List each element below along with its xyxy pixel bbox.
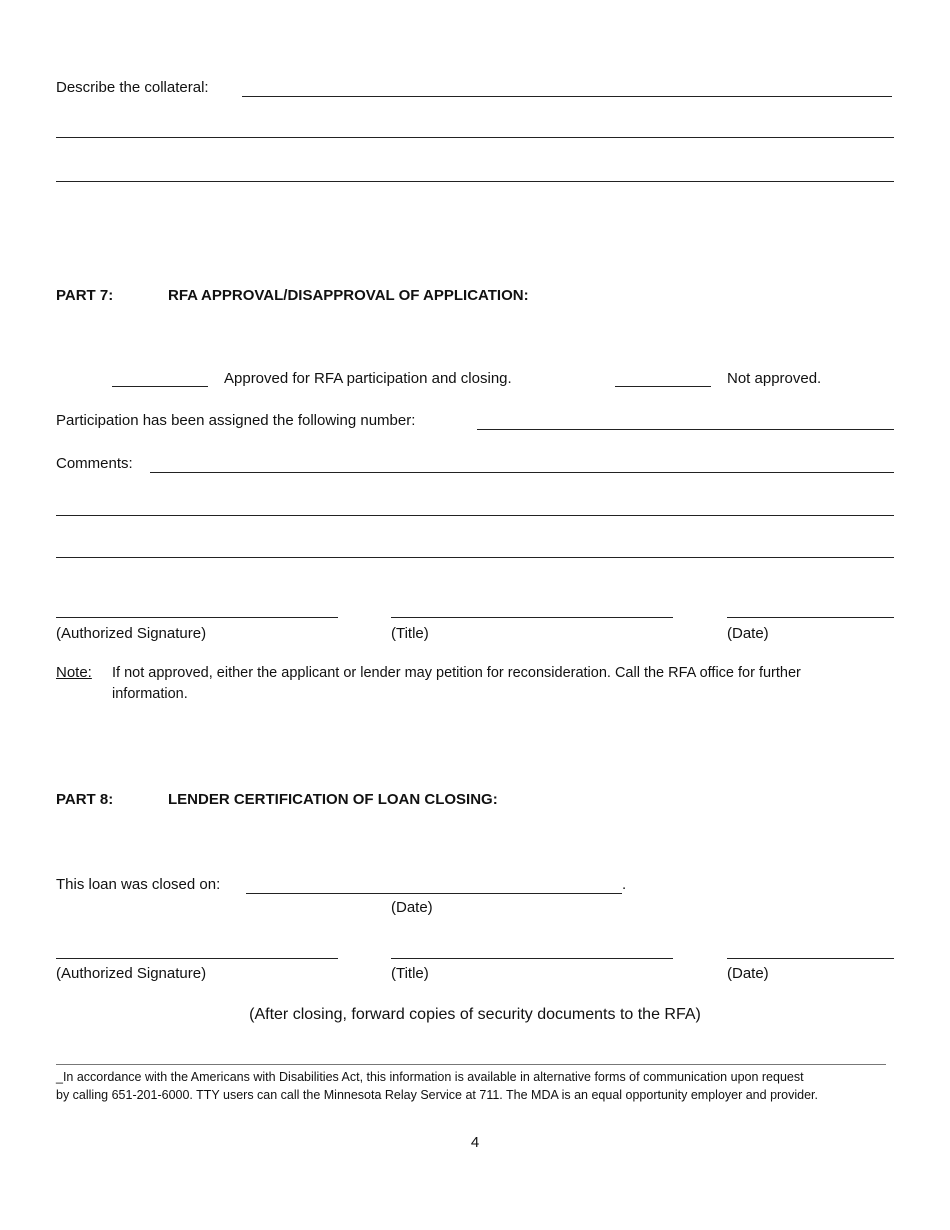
part7-title-line[interactable] bbox=[391, 617, 673, 618]
not-approved-checkline[interactable] bbox=[615, 386, 711, 387]
closed-date-period: . bbox=[622, 876, 627, 893]
closed-on-label: This loan was closed on: bbox=[56, 876, 221, 893]
collateral-line-3[interactable] bbox=[56, 181, 894, 182]
closed-date-caption: (Date) bbox=[391, 899, 433, 916]
not-approved-label: Not approved. bbox=[727, 370, 822, 387]
collateral-line-2[interactable] bbox=[56, 137, 894, 138]
closed-date-line[interactable] bbox=[246, 893, 622, 894]
participation-label: Participation has been assigned the following number: bbox=[56, 412, 416, 429]
collateral-label: Describe the collateral: bbox=[56, 79, 209, 96]
approved-label: Approved for RFA participation and closing. bbox=[224, 370, 512, 387]
footer-ada-line-1: _In accordance with the Americans with Disabilities Act, this information is available in alternative forms of communication upon request bbox=[56, 1070, 804, 1084]
part7-number: PART 7: bbox=[56, 287, 114, 304]
part8-title-label: (Title) bbox=[391, 965, 429, 982]
comments-line-2[interactable] bbox=[56, 515, 894, 516]
note-label: Note: bbox=[56, 664, 92, 681]
after-closing-instruction: (After closing, forward copies of security documents to the RFA) bbox=[249, 1006, 701, 1023]
participation-number-line[interactable] bbox=[477, 429, 894, 430]
comments-line-1[interactable] bbox=[150, 472, 894, 473]
part8-signature-line[interactable] bbox=[56, 958, 338, 959]
note-text-line-2: information. bbox=[112, 686, 188, 702]
part7-title-label: (Title) bbox=[391, 625, 429, 642]
note-text-line-1: If not approved, either the applicant or lender may petition for reconsideration. Call the RFA office for further bbox=[112, 665, 801, 681]
part7-signature-label: (Authorized Signature) bbox=[56, 625, 207, 642]
footer-ada-line-2: by calling 651-201-6000. TTY users can call the Minnesota Relay Service at 711. The MDA is an equal opportunity employer and provider. bbox=[56, 1088, 819, 1102]
approved-checkline[interactable] bbox=[112, 386, 208, 387]
part7-signature-line[interactable] bbox=[56, 617, 338, 618]
page-number: 4 bbox=[470, 1134, 480, 1151]
comments-line-3[interactable] bbox=[56, 557, 894, 558]
comments-label: Comments: bbox=[56, 455, 133, 472]
part7-date-line[interactable] bbox=[727, 617, 894, 618]
part8-date-label: (Date) bbox=[727, 965, 769, 982]
part8-date-line[interactable] bbox=[727, 958, 894, 959]
footer-divider bbox=[56, 1064, 886, 1065]
collateral-line-1[interactable] bbox=[242, 96, 892, 97]
part8-title: LENDER CERTIFICATION OF LOAN CLOSING: bbox=[168, 791, 498, 808]
part7-title: RFA APPROVAL/DISAPPROVAL OF APPLICATION: bbox=[168, 287, 529, 304]
part7-date-label: (Date) bbox=[727, 625, 769, 642]
part8-number: PART 8: bbox=[56, 791, 114, 808]
part8-title-line[interactable] bbox=[391, 958, 673, 959]
part8-signature-label: (Authorized Signature) bbox=[56, 965, 207, 982]
